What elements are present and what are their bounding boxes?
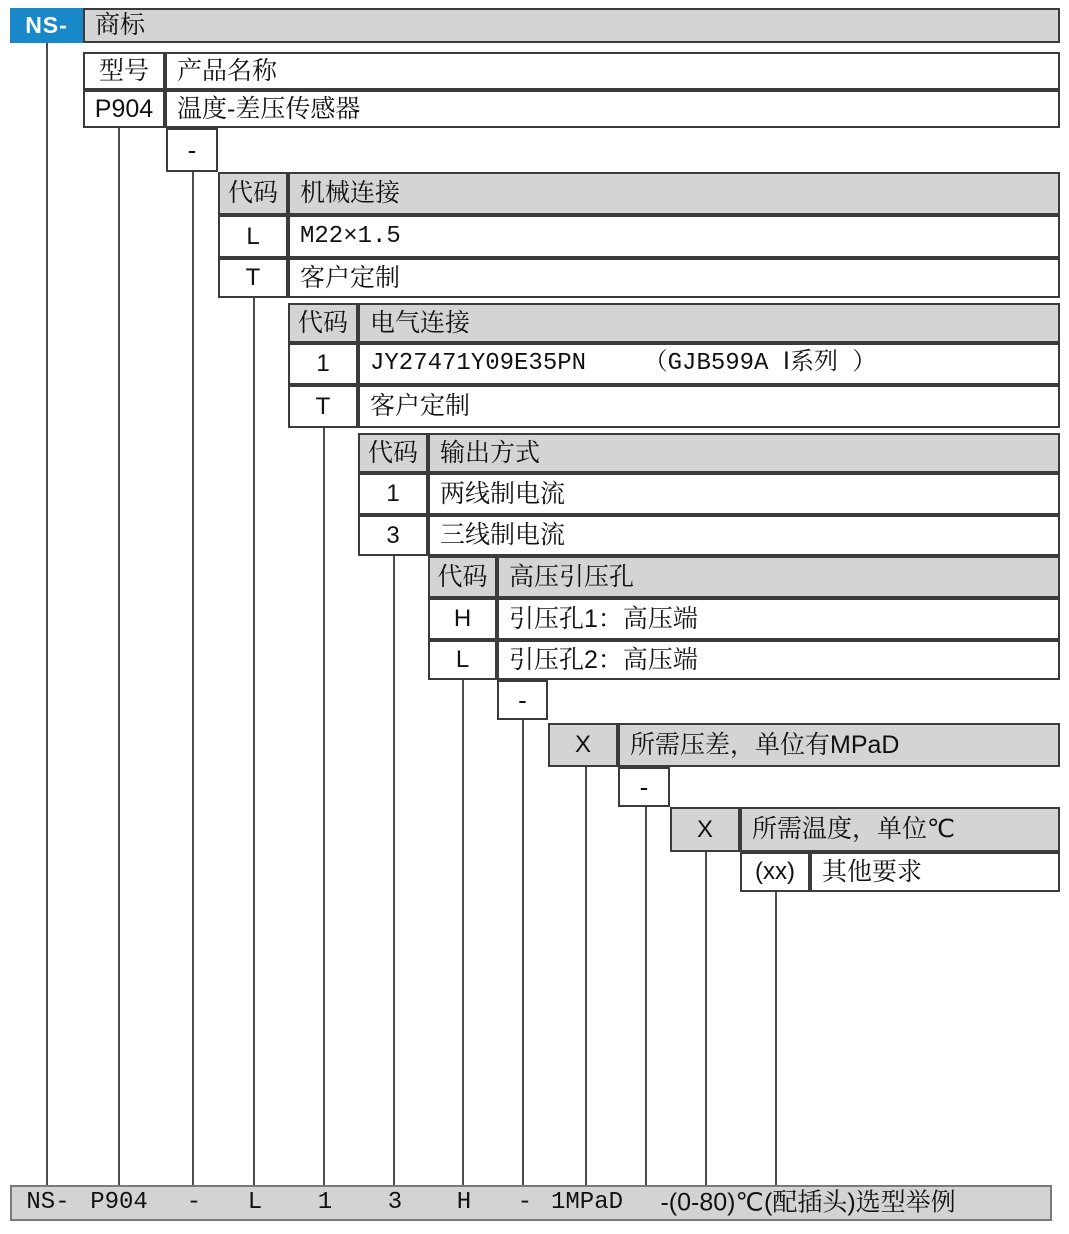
connector-line-port xyxy=(462,678,464,1187)
other-code-cell: (xx) xyxy=(740,852,810,892)
output-desc-3-cell: 三线制电流 xyxy=(428,515,1060,556)
dash-separator-2: - xyxy=(497,680,548,720)
connector-line-dash1 xyxy=(192,170,194,1187)
port-code-H-cell: H xyxy=(428,598,497,640)
example-ordering-bar xyxy=(10,1185,1052,1221)
mechanical-title-cell: 机械连接 xyxy=(288,172,1060,215)
example-note: (配插头)选型举例 xyxy=(764,1188,956,1217)
electrical-desc-1-cell: JY27471Y09E35PN （GJB599A Ⅰ系列 ） xyxy=(358,343,1060,385)
dash-separator-3: - xyxy=(618,767,670,807)
connector-line-electrical xyxy=(323,426,325,1187)
trademark-header-cell: 商标 xyxy=(83,8,1060,43)
electrical-code-header-cell: 代码 xyxy=(288,303,358,343)
example-prefix: NS- xyxy=(26,1189,70,1216)
port-desc-H-cell: 引压孔1：高压端 xyxy=(497,598,1060,640)
example-electrical: 1 xyxy=(317,1189,333,1216)
pressure-desc-cell: 所需压差，单位有MPaD xyxy=(618,723,1060,767)
connector-line-temperature xyxy=(705,850,707,1187)
port-code-L-cell: L xyxy=(428,640,497,680)
other-desc-cell: 其他要求 xyxy=(810,852,1060,892)
output-code-3-cell: 3 xyxy=(358,515,428,556)
example-temperature: -(0-80)℃ xyxy=(660,1188,764,1217)
product-name-cell: 温度-差压传感器 xyxy=(165,90,1060,128)
port-code-header-cell: 代码 xyxy=(428,556,497,598)
port-title-cell: 高压引压孔 xyxy=(497,556,1060,598)
example-dash1: - xyxy=(186,1189,202,1216)
example-port: H xyxy=(456,1189,472,1216)
output-title-cell: 输出方式 xyxy=(428,433,1060,473)
temperature-code-cell: X xyxy=(670,807,740,852)
port-desc-L-cell: 引压孔2：高压端 xyxy=(497,640,1060,680)
mechanical-code-T-cell: T xyxy=(218,258,288,298)
temperature-desc-cell: 所需温度，单位℃ xyxy=(740,807,1060,852)
mechanical-code-header-cell: 代码 xyxy=(218,172,288,215)
model-code-cell: P904 xyxy=(83,90,165,128)
output-desc-1-cell: 两线制电流 xyxy=(428,473,1060,515)
product-name-header-cell: 产品名称 xyxy=(165,52,1060,90)
example-pressure: 1MPaD xyxy=(550,1189,624,1216)
pressure-code-cell: X xyxy=(548,723,618,767)
connector-line-mechanical xyxy=(253,296,255,1187)
mechanical-desc-L-cell: M22×1.5 xyxy=(288,215,1060,258)
connector-line-dash3 xyxy=(645,805,647,1187)
connector-line-output xyxy=(393,554,395,1187)
example-model: P904 xyxy=(90,1189,148,1216)
connector-line-model xyxy=(118,126,120,1187)
model-code-header-cell: 型号 xyxy=(83,52,165,90)
electrical-code-1-cell: 1 xyxy=(288,343,358,385)
output-code-header-cell: 代码 xyxy=(358,433,428,473)
electrical-title-cell: 电气连接 xyxy=(358,303,1060,343)
example-output: 3 xyxy=(387,1189,403,1216)
connector-line-dash2 xyxy=(522,718,524,1187)
dash-separator-1: - xyxy=(166,128,218,172)
example-dash2: - xyxy=(517,1189,533,1216)
connector-line-other xyxy=(775,890,777,1187)
example-mechanical: L xyxy=(247,1189,263,1216)
mechanical-desc-T-cell: 客户定制 xyxy=(288,258,1060,298)
electrical-desc-T-cell: 客户定制 xyxy=(358,385,1060,428)
electrical-code-T-cell: T xyxy=(288,385,358,428)
connector-line-pressure xyxy=(585,765,587,1187)
output-code-1-cell: 1 xyxy=(358,473,428,515)
connector-line-prefix xyxy=(46,41,48,1187)
prefix-cell: NS- xyxy=(10,8,83,43)
mechanical-code-L-cell: L xyxy=(218,215,288,258)
